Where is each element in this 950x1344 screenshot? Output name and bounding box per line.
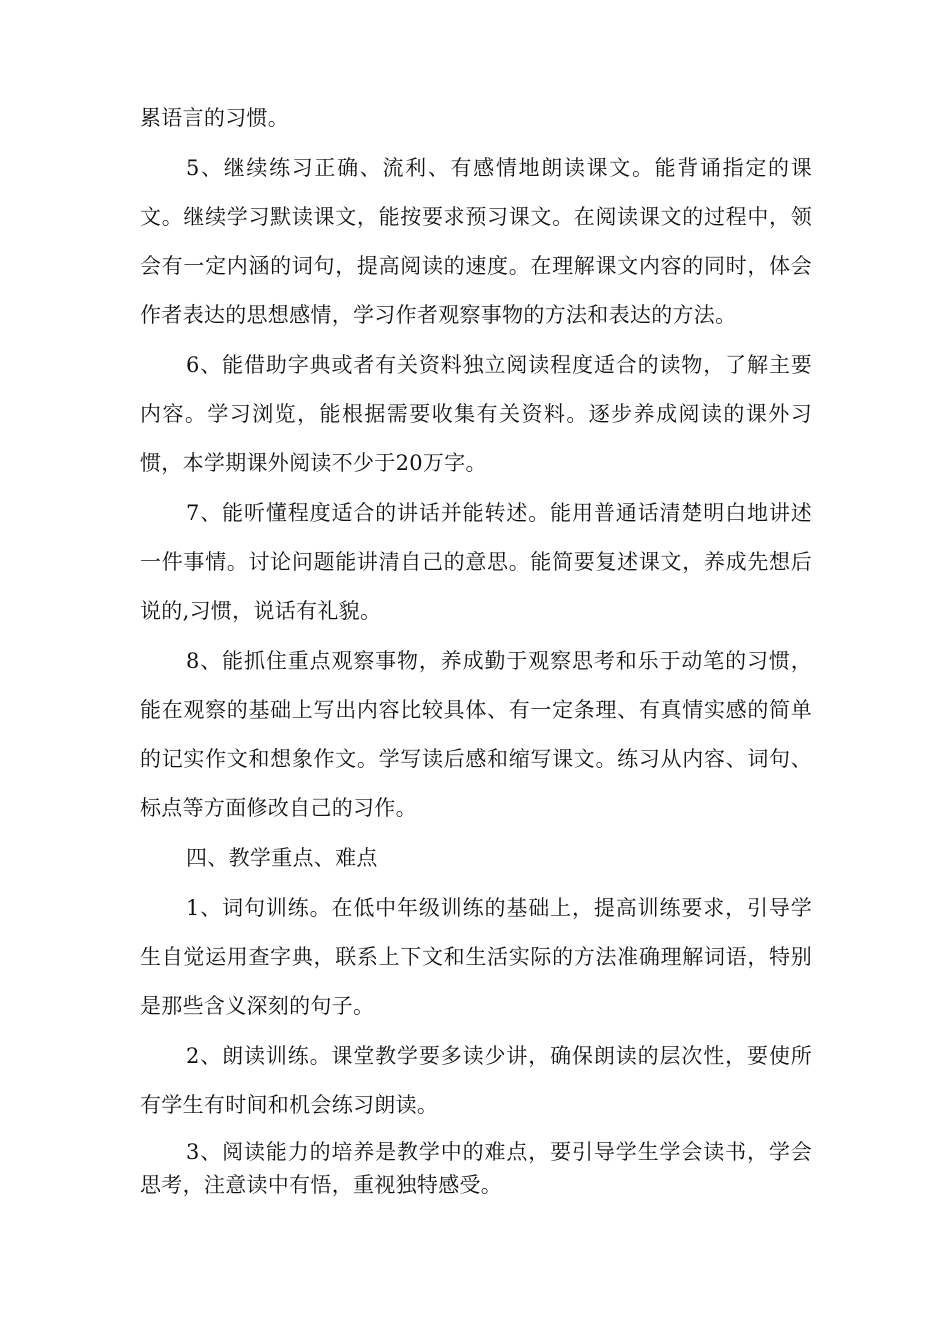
paragraph-item-5: 5、继续练习正确、流利、有感情地朗读课文。能背诵指定的课文。继续学习默读课文，能按要求预习课文。在阅读课文的过程中，领会有一定内涵的词句，提高阅读的速度。在理解课文内容的同时，体会作者表达的思想感情，学习作者观察事物的方法和表达的方法。 xyxy=(140,156,812,327)
paragraph-item-7: 7、能听懂程度适合的讲话并能转述。能用普通话清楚明白地讲述一件事情。讨论问题能讲清自己的意思。能简要复述课文，养成先想后说的,习惯，说话有礼貌。 xyxy=(140,501,812,623)
key-point-3: 3、阅读能力的培养是教学中的难点，要引导学生学会读书，学会思考，注意读中有悟，重视独特感受。 xyxy=(140,1140,812,1197)
paragraph-continuation: 累语言的习惯。 xyxy=(140,106,290,130)
paragraph-item-6: 6、能借助字典或者有关资料独立阅读程度适合的读物，了解主要内容。学习浏览，能根据需要收集有关资料。逐步养成阅读的课外习惯，本学期课外阅读不少于20万字。 xyxy=(140,353,812,475)
key-point-1: 1、词句训练。在低中年级训练的基础上，提高训练要求，引导学生自觉运用查字典，联系上下文和生活实际的方法准确理解词语，特别是那些含义深刻的句子。 xyxy=(140,896,812,1018)
section-heading-4: 四、教学重点、难点 xyxy=(186,846,378,870)
key-point-2: 2、朗读训练。课堂教学要多读少讲，确保朗读的层次性，要使所有学生有时间和机会练习朗读。 xyxy=(140,1044,812,1117)
document-body xyxy=(140,94,812,1203)
paragraph-item-8: 8、能抓住重点观察事物，养成勤于观察思考和乐于动笔的习惯，能在观察的基础上写出内容比较具体、有一定条理、有真情实感的简单的记实作文和想象作文。学写读后感和缩写课文。练习从内容、词句、标点等方面修改自己的习作。 xyxy=(140,649,812,820)
